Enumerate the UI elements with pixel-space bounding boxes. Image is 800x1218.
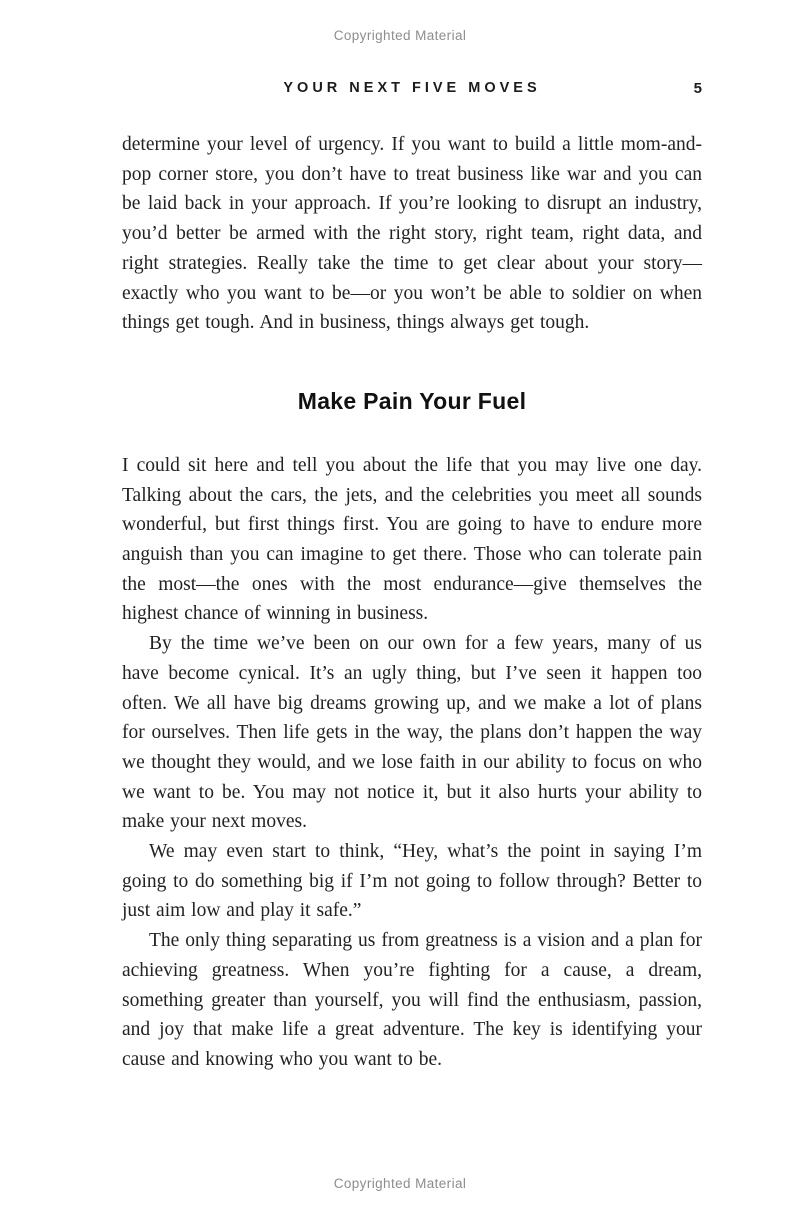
body-text-block	[122, 130, 702, 1075]
body-paragraph-5: The only thing separating us from greatness is a vision and a plan for achieving greatness. When you’re fighting for a cause, a dream, something greater than yourself, you will find the enthusiasm, passion, and joy that make life a great adventure. The key is identifying your cause and knowing who you want to be.	[122, 930, 702, 1070]
body-paragraph-1: determine your level of urgency. If you want to build a little mom-and-pop corner store, you don’t have to treat business like war and you can be laid back in your approach. If you’re looking to disrupt an industry, you’d better be armed with the right story, right team, right data, and right strategies. Really take the time to get clear about your story—exactly who you want to be—or you won’t be able to soldier on when things get tough. And in business, things always get tough.	[122, 134, 702, 334]
body-paragraph-4: We may even start to think, “Hey, what’s the point in saying I’m going to do something big if I’m not going to follow through? Better to just aim low and play it safe.”	[122, 841, 702, 922]
running-header	[122, 80, 702, 100]
body-paragraph-3: By the time we’ve been on our own for a few years, many of us have become cynical. It’s an ugly thing, but I’ve seen it happen too often. We all have big dreams growing up, and we make a lot of plans for ourselves. Then life gets in the way, the plans don’t happen the way we thought they would, and we lose faith in our ability to focus on who we want to be. You may not notice it, but it also hurts your ability to make your next moves.	[122, 633, 702, 833]
section-heading: Make Pain Your Fuel	[297, 387, 527, 414]
copyright-notice-bottom: Copyrighted Material	[333, 1176, 467, 1191]
page-number: 5	[693, 80, 702, 97]
running-head-title: YOUR NEXT FIVE MOVES	[283, 80, 541, 96]
copyright-notice-top: Copyrighted Material	[333, 28, 467, 43]
body-paragraph-2: I could sit here and tell you about the life that you may live one day. Talking about the cars, the jets, and the celebrities you meet all sounds wonderful, but first things first. You are going to have to endure more anguish than you can imagine to get there. Those who can tolerate pain the most—the ones with the most endurance—give themselves the highest chance of winning in business.	[122, 454, 702, 625]
